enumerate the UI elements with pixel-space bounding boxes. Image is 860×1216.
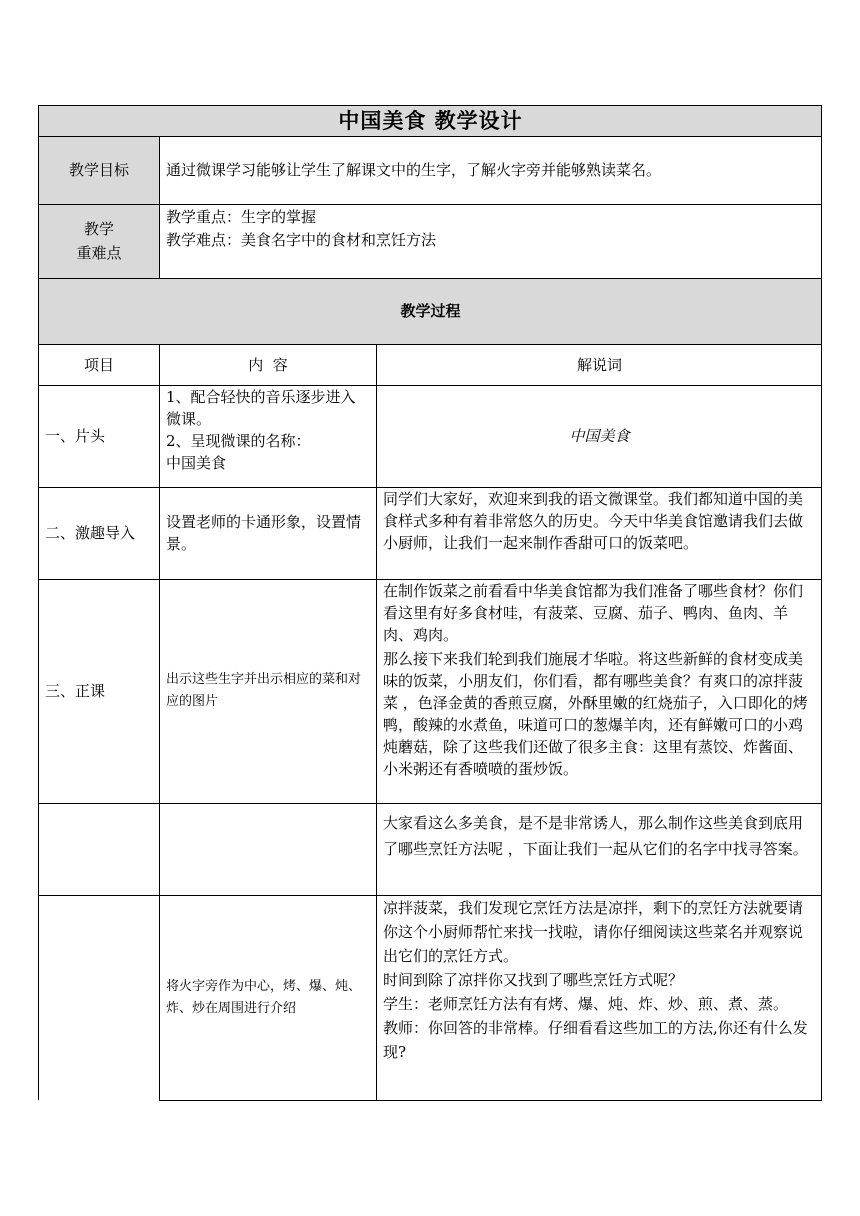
keypoints-label-line2: 重难点	[76, 244, 122, 262]
row5-narration-p4: 教师：你回答的非常棒。仔细看看这些加工的方法,你还有什么发现?	[383, 1019, 808, 1061]
row5-narration-p2: 时间到除了凉拌你又找到了哪些烹饪方式呢？	[383, 971, 684, 989]
process-title: 教学过程	[400, 302, 461, 320]
row1-narration: 中国美食	[569, 427, 630, 445]
rule-row3-bottom	[39, 803, 822, 804]
rule-right	[821, 105, 822, 1101]
row3-narration-p1: 在制作饭菜之前看看中华美食馆都为我们准备了哪些食材？你们看这里有好多食材哇，有菠菜、豆腐、茄子、鸭肉、鱼肉、羊肉、鸡肉。	[383, 582, 804, 644]
row3-narration-p2: 那么接下来我们轮到我们施展才华啦。将这些新鲜的食材变成美味的饭菜，小朋友们，你们看，都有哪些美食？有爽口的凉拌菠菜 ，色泽金黄的香煎豆腐，外酥里嫩的红烧茄子，入口即化的烤鸭，酸辣的水煮鱼，味道可口的葱爆羊肉，还有鲜嫩可口的小鸡炖蘑菇，除了这些我们还做了很多主食：这里有蒸饺、炸酱面、小米粥还有香喷喷的蛋炒饭。	[383, 650, 808, 778]
header-narration: 解说词	[576, 355, 622, 374]
rule-label-divider	[159, 136, 160, 278]
row5-item	[45, 895, 159, 1100]
row2-narration: 同学们大家好，欢迎来到我的语文微课堂。我们都知道中国的美食样式多种有着非常悠久的历史。今天中华美食馆邀请我们去做小厨师，让我们一起来制作香甜可口的饭菜吧。	[383, 490, 804, 552]
rule-row2-bottom	[39, 579, 822, 580]
goal-label: 教学目标	[68, 161, 129, 179]
row2-item: 二、激趣导入	[45, 524, 136, 542]
keypoints-label-line1: 教学	[83, 220, 114, 238]
row5-content-line: 将火字旁作为中心，烤、爆、炖、炸、炒在周围进行介绍	[166, 978, 362, 1016]
rule-left	[38, 105, 39, 1100]
row1-content-line3: 中国美食	[166, 454, 227, 472]
goal-text: 通过微课学习能够让学生了解课文中的生字，了解火字旁并能够熟读菜名。	[166, 161, 662, 179]
rule-row1-bottom	[39, 487, 822, 488]
row4-narration: 大家看这么多美食，是不是非常诱人，那么制作这些美食到底用了哪些烹饪方法呢 ，下面让我们一起从它们的名字中找寻答案。	[383, 814, 808, 858]
key-point-focus: 教学重点：生字的掌握	[166, 208, 317, 226]
key-point-difficulty: 教学难点：美食名字中的食材和烹饪方法	[166, 231, 437, 249]
keypoints-label	[39, 204, 159, 278]
keypoints-text	[160, 204, 822, 278]
row3-narration	[377, 580, 822, 803]
rule-keypoints-bottom	[39, 278, 822, 279]
page-title: 中国美食 教学设计	[338, 107, 523, 133]
rule-top	[39, 105, 822, 106]
row1-item: 一、片头	[45, 427, 106, 445]
row1-content	[160, 386, 376, 487]
row4-content	[160, 803, 376, 895]
rule-goal-bottom	[39, 204, 822, 205]
rule-item-divider	[159, 344, 160, 1101]
rule-row4-bottom	[39, 895, 822, 896]
row1-content-line1: 1、配合轻快的音乐逐步进入微课。	[166, 388, 356, 428]
header-item: 项目	[83, 355, 114, 374]
header-content: 内 容	[248, 355, 288, 374]
row5-narration-p3: 学生：老师烹饪方法有有烤、爆、炖、炸、炒、煎、煮、蒸。	[383, 995, 789, 1013]
row5-content-text	[166, 976, 370, 1020]
row3-content: 出示这些生字并出示相应的菜和对应的图片	[166, 672, 362, 709]
rule-content-divider	[376, 344, 377, 1101]
row5-narration	[377, 896, 822, 1100]
rule-header-bottom	[39, 385, 822, 386]
row3-item: 三、正课	[45, 682, 106, 700]
row2-content: 设置老师的卡通形象，设置情景。	[166, 513, 362, 553]
rule-title-bottom	[39, 136, 822, 137]
row5-content	[160, 895, 376, 1100]
row4-item	[45, 803, 159, 895]
rule-process-bottom	[39, 344, 822, 345]
rule-row5-bottom	[159, 1100, 822, 1101]
row5-narration-p1: 凉拌菠菜，我们发现它烹饪方法是凉拌，剩下的烹饪方法就要请你这个小厨师帮忙来找一找啦，请你仔细阅读这些菜名并观察说出它们的烹饪方式。	[383, 899, 804, 965]
row1-content-line2: 2、呈现微课的名称：	[166, 432, 311, 450]
